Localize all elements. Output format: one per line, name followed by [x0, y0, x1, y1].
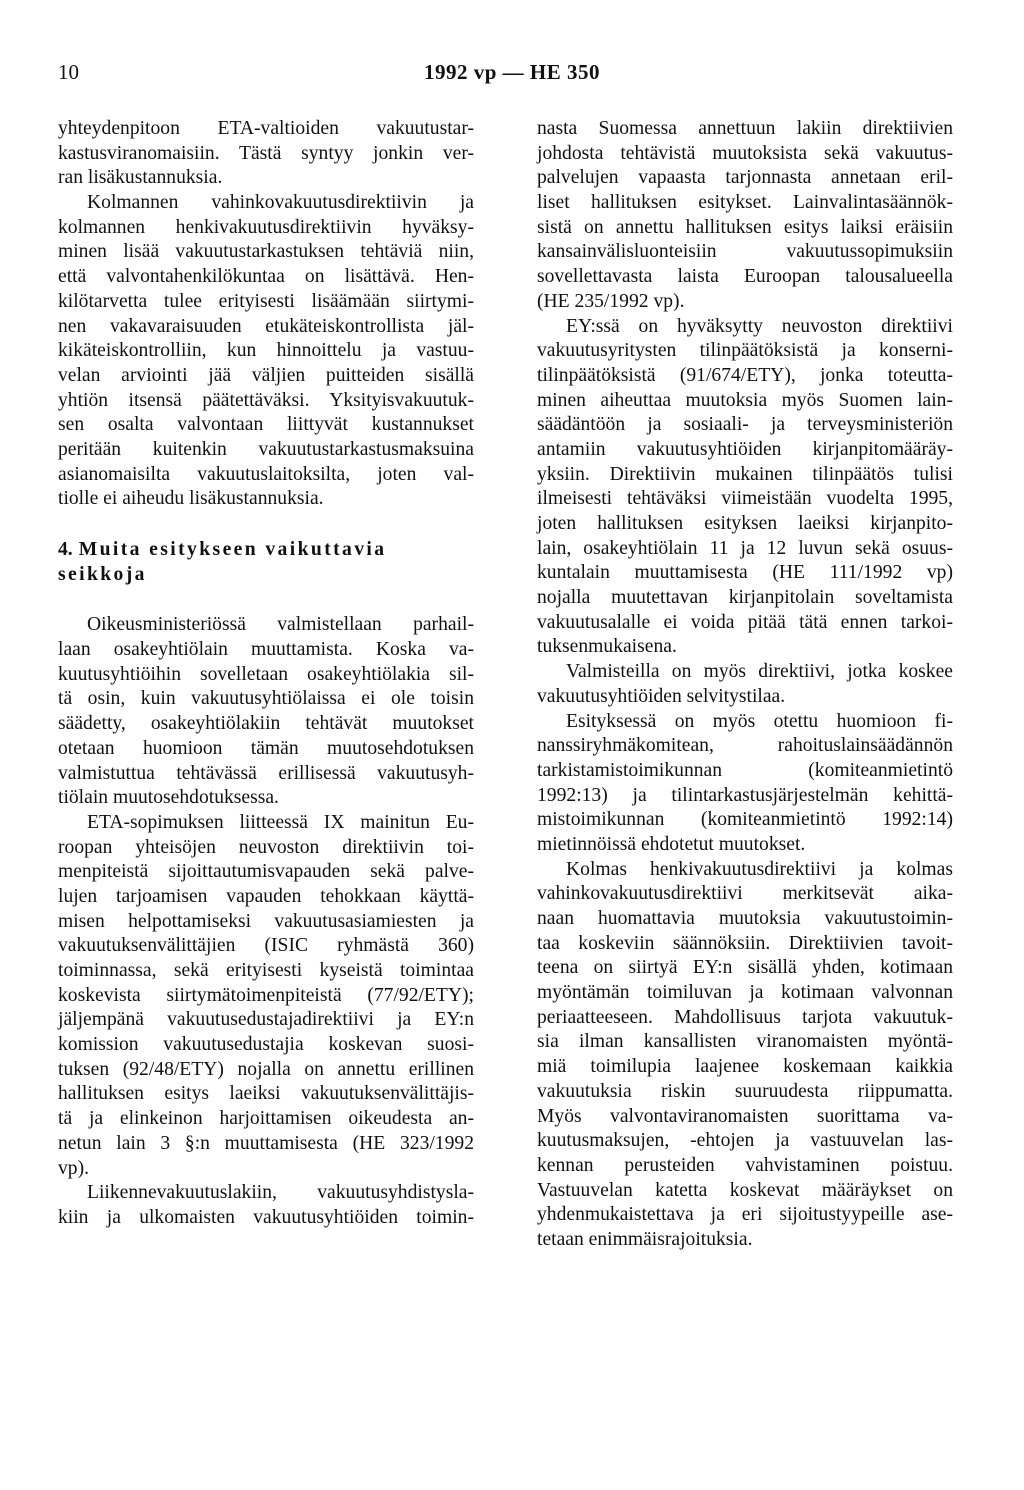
- text-line: menpiteistä sijoittautumisvapauden sekä palve-: [58, 861, 474, 883]
- text-line: joten hallituksen esityksen laeiksi kirjanpito-: [537, 513, 953, 534]
- text-line: mietinnöissä ehdotetut muutokset.: [537, 833, 806, 855]
- text-line: nen vakavaraisuuden etukäteiskontrollista jäl-: [58, 315, 474, 337]
- text-line: säädäntöön ja sosiaali- ja terveysministeriön: [537, 414, 953, 436]
- text-line: netun lain 3 §:n muuttamisesta (HE 323/1992: [58, 1132, 474, 1154]
- paragraph: [58, 1181, 474, 1230]
- text-line: misen helpottamiseksi vakuutusasiamiesten ja: [58, 910, 474, 932]
- text-line: kansainvälisluonteisiin vakuutussopimuksiin: [537, 241, 953, 263]
- text-line: tuksen (92/48/ETY) nojalla on annettu erillinen: [58, 1058, 474, 1080]
- text-line: kastusviranomaisiin. Tästä syntyy jonkin ver-: [58, 142, 474, 164]
- text-line: tarkistamistoimikunnan (komiteanmietintö: [537, 759, 953, 781]
- text-line: nojalla muutettavan kirjanpitolain soveltamista: [537, 587, 953, 609]
- text-line: Esityksessä on myös otettu huomioon fi-: [566, 710, 953, 732]
- text-line: tetaan enimmäisrajoituksia.: [537, 1228, 753, 1250]
- text-line: naan huomattavia muutoksia vakuutustoimin-: [537, 908, 953, 929]
- paragraph: [537, 660, 953, 709]
- text-line: ran lisäkustannuksia.: [58, 167, 223, 189]
- text-line: kiin ja ulkomaisten vakuutusyhtiöiden toimin-: [58, 1206, 474, 1228]
- text-line: tilinpäätöksistä (91/674/ETY), jonka toteutta-: [537, 364, 953, 386]
- text-line: laan osakeyhtiölain muuttamista. Koska va-: [58, 639, 474, 661]
- text-line: johdosta tehtävistä muutoksista sekä vakuutus-: [537, 142, 953, 164]
- text-line: Kolmas henkivakuutusdirektiivi ja kolmas: [566, 858, 953, 880]
- text-line: myöntämän toimiluvan ja kotimaan valvonnan: [537, 982, 953, 1004]
- text-line: vakuutuksenvälittäjien (ISIC ryhmästä 360): [58, 935, 474, 957]
- section-number: 4.: [58, 539, 73, 560]
- text-line: tä ja elinkeinon harjoittamisen oikeudesta an-: [58, 1108, 474, 1130]
- text-line: toiminnassa, sekä erityisesti kyseistä toimintaa: [58, 960, 474, 981]
- paragraph: [58, 613, 474, 811]
- text-line: kennan perusteiden vahvistaminen poistuu.: [537, 1154, 953, 1176]
- text-line: peritään kuitenkin vakuutustarkastusmaksuina: [58, 438, 474, 460]
- text-line: kuntalain muuttamisesta (HE 111/1992 vp): [537, 562, 953, 584]
- text-line: ETA-sopimuksen liitteessä IX mainitun Eu-: [87, 811, 474, 833]
- text-line: sen osalta valvontaan liittyvät kustannukset: [58, 414, 474, 436]
- text-line: otetaan huomioon tämän muutosehdotuksen: [58, 737, 474, 759]
- text-line: nanssiryhmäkomitean, rahoituslainsäädännön: [537, 735, 953, 757]
- paragraph: [537, 858, 953, 1253]
- left-column: [58, 117, 474, 1231]
- text-line: kilötarvetta tulee erityisesti lisäämään siirtymi-: [58, 290, 474, 312]
- text-line: periaatteeseen. Mahdollisuus tarjota vakuutuk-: [537, 1006, 953, 1028]
- text-line: sistä on annettu hallituksen esitys laiksi eräisiin: [537, 216, 953, 238]
- page-number: 10: [58, 60, 79, 84]
- text-line: vp).: [58, 1157, 90, 1179]
- text-line: säädetty, osakeyhtiölakiin tehtävät muutokset: [58, 713, 474, 735]
- text-line: Valmisteilla on myös direktiivi, jotka koskee: [566, 661, 953, 683]
- text-line: sovellettavasta laista Euroopan talousalueella: [537, 266, 953, 288]
- text-line: Liikennevakuutuslakiin, vakuutusyhdistysla-: [87, 1182, 474, 1204]
- text-line: nasta Suomessa annettuun lakiin direktiivien: [537, 118, 953, 139]
- text-line: koskevista siirtymätoimenpiteistä (77/92/ETY);: [58, 984, 474, 1006]
- text-line: ilmeisesti tehtäväksi viimeistään vuodelta 1995,: [537, 488, 953, 510]
- text-line: vakuutusyritysten tilinpäätöksistä ja konserni-: [537, 340, 953, 362]
- text-line: lujen tarjoamisen vapauden tehokkaan käyttä-: [58, 885, 474, 907]
- section-title-line: Muita esitykseen vaikuttavia: [78, 539, 387, 560]
- text-line: Oikeusministeriössä valmistellaan parhail-: [87, 614, 474, 636]
- text-line: jäljempänä vakuutusedustajadirektiivi ja EY:n: [58, 1009, 474, 1031]
- right-column: [537, 117, 953, 1253]
- text-line: taa koskeviin säännöksiin. Direktiivien tavoit-: [537, 932, 953, 954]
- text-line: sia ilman kansallisten viranomaisten myöntä-: [537, 1031, 953, 1053]
- text-line: kuutusmaksujen, -ehtojen ja vastuuvelan las-: [537, 1130, 953, 1152]
- text-line: valmistuttua tehtävässä erillisessä vakuutusyh-: [58, 762, 474, 784]
- section-title-line: seikkoja: [58, 563, 147, 585]
- text-line: EY:ssä on hyväksytty neuvoston direktiivi: [566, 315, 953, 337]
- text-line: antamiin vakuutusyhtiöiden kirjanpitomääräy-: [537, 438, 953, 460]
- text-line: (HE 235/1992 vp).: [537, 290, 685, 312]
- paragraph: [58, 117, 474, 512]
- text-line: Kolmannen vahinkovakuutusdirektiivin ja: [87, 192, 474, 214]
- text-line: palvelujen vapaasta tarjonnasta annetaan eril-: [537, 167, 953, 189]
- text-line: vakuutusyhtiöiden selvitystilaa.: [537, 685, 786, 707]
- text-line: kolmannen henkivakuutusdirektiivin hyväksy-: [58, 216, 474, 238]
- text-line: vakuutuksia riskin suuruudesta riippumatta.: [537, 1080, 953, 1102]
- text-line: että valvontahenkilökuntaa on lisättävä. Hen-: [58, 266, 474, 288]
- running-title: 1992 vp — HE 350: [423, 60, 601, 84]
- text-line: komission vakuutusedustajia koskevan suosi-: [58, 1034, 474, 1056]
- text-line: lain, osakeyhtiölain 11 ja 12 luvun sekä osuus-: [537, 537, 953, 559]
- paragraph: [537, 710, 953, 858]
- text-line: kuutusyhtiöihin sovelletaan osakeyhtiölakia sil-: [58, 663, 474, 685]
- text-line: Myös valvontaviranomaisten suorittama va-: [537, 1105, 953, 1127]
- text-line: minen aiheuttaa muutoksia myös Suomen lain-: [537, 389, 953, 411]
- text-line: liset hallituksen esitykset. Lainvalintasäännök-: [537, 192, 953, 214]
- text-line: tä osin, kuin vakuutusyhtiölaissa ei ole toisin: [58, 688, 474, 710]
- text-line: yksiin. Direktiivin mukainen tilinpäätös tulisi: [537, 463, 953, 485]
- text-line: vahinkovakuutusdirektiivi merkitsevät aika-: [537, 883, 953, 905]
- text-line: tuksenmukaisena.: [537, 636, 677, 658]
- text-line: yhteydenpitoon ETA-valtioiden vakuutustar-: [58, 118, 474, 139]
- text-line: hallituksen esitys laeiksi vakuutuksenvälittäjis-: [58, 1083, 474, 1105]
- text-line: vakuutusalalle ei voida pitää tätä ennen tarkoi-: [537, 611, 953, 633]
- text-line: asianomaisilta vakuutuslaitoksilta, joten val-: [58, 463, 474, 485]
- text-line: mistoimikunnan (komiteanmietintö 1992:14): [537, 809, 953, 831]
- text-line: roopan yhteisöjen neuvoston direktiivin toi-: [58, 836, 474, 858]
- text-line: minen lisää vakuutustarkastuksen tehtäviä niin,: [58, 241, 474, 263]
- section-heading: [58, 538, 474, 587]
- text-line: tiölain muutosehdotuksessa.: [58, 787, 279, 809]
- paragraph: [58, 811, 474, 1181]
- text-line: tiolle ei aiheudu lisäkustannuksia.: [58, 488, 324, 510]
- text-line: 1992:13) ja tilintarkastusjärjestelmän kehittä-: [537, 784, 953, 806]
- text-line: yhdenmukaistettava ja eri sijoitustyypeille ase-: [537, 1204, 953, 1226]
- paragraph: [537, 117, 953, 315]
- paragraph: [537, 315, 953, 661]
- text-line: yhtiön itsensä päätettäväksi. Yksityisvakuutuk-: [58, 389, 474, 411]
- text-line: velan arviointi jää väljien puitteiden sisällä: [58, 364, 474, 386]
- text-line: teena on siirtyä EY:n sisällä yhden, kotimaan: [537, 957, 953, 979]
- text-line: Vastuuvelan katetta koskevat määräykset on: [537, 1179, 953, 1201]
- text-line: miä toimilupia laajenee koskemaan kaikkia: [537, 1056, 953, 1078]
- text-line: kikäteiskontrolliin, kun hinnoittelu ja vastuu-: [58, 340, 474, 362]
